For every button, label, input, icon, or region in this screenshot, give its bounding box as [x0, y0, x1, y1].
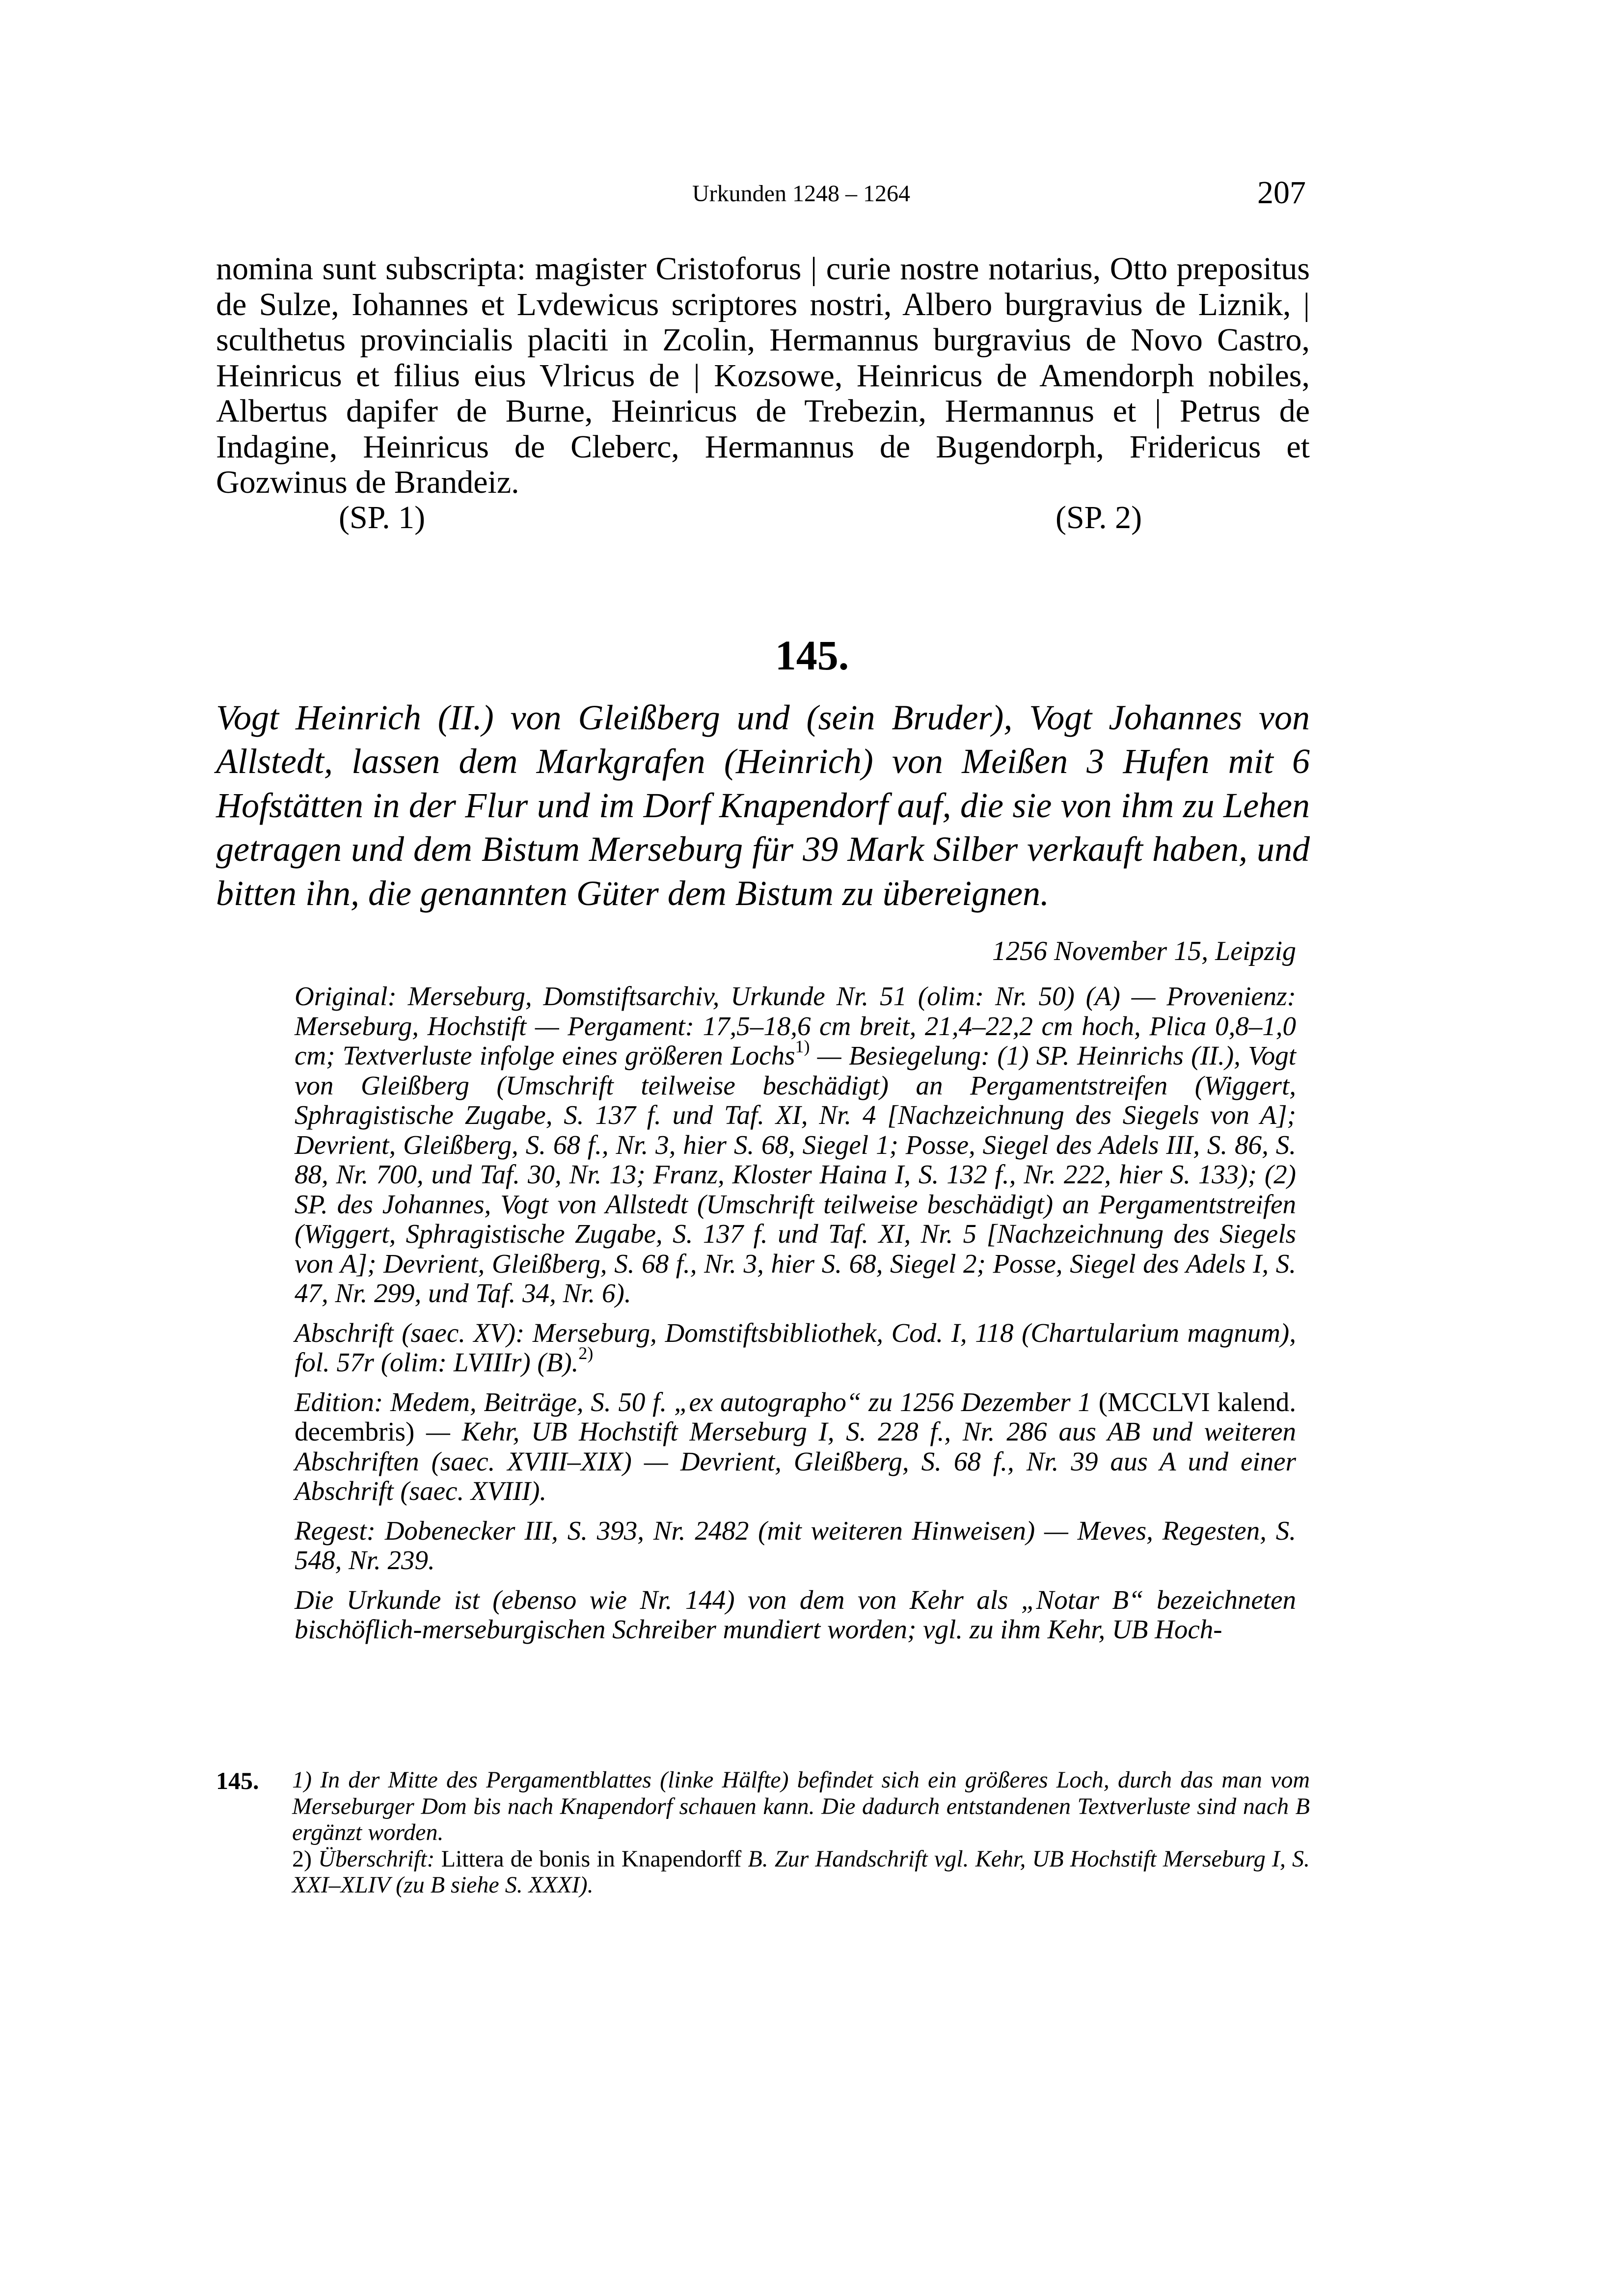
note-original-text-a: Original: Merseburg, Domstiftsarchiv, Urkunde Nr. 51 (olim: Nr. 50) (A) — Provenienz: Merseburg, Hochstift — Pergament: 17,5–18,6 cm breit, 21,4–22,2 cm hoch, Plica 0,8–1,0 cm; Textverluste infolge eines größeren Lochs — [295, 981, 1296, 1070]
document-number: 145. — [775, 632, 849, 679]
footnote-2-number: 2) — [292, 1845, 319, 1872]
note-original — [295, 982, 1296, 1308]
footnotes-list — [292, 1767, 1310, 1898]
note-edition-text-b: — Kehr, UB Hochstift Merseburg I, S. 228 f., Nr. 286 aus AB und weiteren Abschriften (saec. XVIII–XIX) — Devrient, Gleißberg, S. 68 f., Nr. 39 aus A und einer Abschrift (saec. XVIII). — [295, 1416, 1296, 1506]
note-edition — [295, 1388, 1296, 1506]
footnote-1: 1) In der Mitte des Pergamentblattes (linke Hälfte) befindet sich ein größeres Loch, durch das man vom Merseburger Dom bis nach Knapendorf schauen kann. Die dadurch entstandenen Textverluste sind nach B ergänzt worden. — [292, 1767, 1310, 1845]
page-number: 207 — [1257, 175, 1306, 211]
note-edition-text-a: Edition: Medem, Beiträge, S. 50 f. „ex autographo“ zu 1256 Dezember 1 — [295, 1387, 1099, 1417]
note-original-text-b: — Besiegelung: (1) SP. Heinrichs (II.), Vogt von Gleißberg (Umschrift teilweise beschädigt) an Pergamentstreifen (Wiggert, Sphragistische Zugabe, S. 137 f. und Taf. XI, Nr. 4 [Nachzeichnung des Siegels von A]; Devrient, Gleißberg, S. 68 f., Nr. 3, hier S. 68, Siegel 1; Posse, Siegel des Adels III, S. 86, S. 88, Nr. 700, und Taf. 30, Nr. 13; Franz, Kloster Haina I, S. 132 f., Nr. 222, hier S. 133); (2) SP. des Johannes, Vogt von Allstedt (Umschrift teilweise beschädigt) an Pergamentstreifen (Wiggert, Sphragistische Zugabe, S. 137 f. und Taf. XI, Nr. 5 [Nachzeichnung des Siegels von A]; Devrient, Gleißberg, S. 68 f., Nr. 3, hier S. 68, Siegel 2; Posse, Siegel des Adels I, S. 47, Nr. 299, und Taf. 34, Nr. 6). — [295, 1041, 1297, 1308]
footnote-ref-2: 2) — [578, 1343, 594, 1363]
note-abschrift — [295, 1318, 1296, 1378]
footnote-2-upright: Littera de bonis in Knapendorff — [441, 1845, 742, 1872]
document-regest: Vogt Heinrich (II.) von Gleißberg und (sein Bruder), Vogt Johannes von Allstedt, lassen dem Markgrafen (Heinrich) von Meißen 3 Hufen mit 6 Hofstätten in der Flur und im Dorf Knapendorf auf, die sie von ihm zu Lehen getragen und dem Bistum Merseburg für 39 Mark Silber verkauft haben, und bitten ihn, die genannten Güter dem Bistum zu übereignen. — [216, 698, 1310, 913]
running-header-title: Urkunden 1248 – 1264 — [692, 181, 910, 207]
footnote-2-label: Überschrift: — [318, 1845, 441, 1872]
note-edition-upright: (MCCLVI kalend. decembris) — [295, 1387, 1296, 1446]
note-commentary: Die Urkunde ist (ebenso wie Nr. 144) von dem von Kehr als „Notar B“ bezeichneten bischöflich-merseburgischen Schreiber mundiert worden; vgl. zu ihm Kehr, UB Hoch- — [295, 1584, 1296, 1644]
footnote-2-rest: B. Zur Handschrift vgl. Kehr, UB Hochstift Merseburg I, S. XXI–XLIV (zu B siehe S. XXXI). — [292, 1845, 1310, 1898]
apparatus-notes — [295, 982, 1296, 1655]
note-regest: Regest: Dobenecker III, S. 393, Nr. 2482 (mit weiteren Hinweisen) — Meves, Regesten, S. 548, Nr. 239. — [295, 1515, 1296, 1575]
document-dateline: 1256 November 15, Leipzig — [992, 936, 1296, 966]
footnote-ref-1: 1) — [795, 1036, 810, 1056]
witness-list-paragraph: nomina sunt subscripta: magister Cristoforus | curie nostre notarius, Otto prepositus de Sulze, Iohannes et Lvdewicus scriptores nostri, Albero burgravius de Liznik, | sculthetus provincialis placiti in Zcolin, Hermannus burgravius de Novo Castro, Heinricus et filius eius Vlricus de | Kozsowe, Heinricus de Amendorph nobiles, Albertus dapifer de Burne, Heinricus de Trebezin, Hermannus et | Petrus de Indagine, Heinricus de Cleberc, Hermannus de Bugendorph, Fridericus et Gozwinus de Brandeiz. — [216, 251, 1310, 500]
seal-1-marker: (SP. 1) — [339, 500, 426, 535]
seal-2-marker: (SP. 2) — [1056, 500, 1142, 535]
note-abschrift-text: Abschrift (saec. XV): Merseburg, Domstiftsbibliothek, Cod. I, 118 (Chartularium magnum), fol. 57r (olim: LVIIIr) (B). — [295, 1317, 1296, 1377]
footnote-2 — [292, 1846, 1310, 1898]
footnotes-label: 145. — [216, 1767, 259, 1794]
